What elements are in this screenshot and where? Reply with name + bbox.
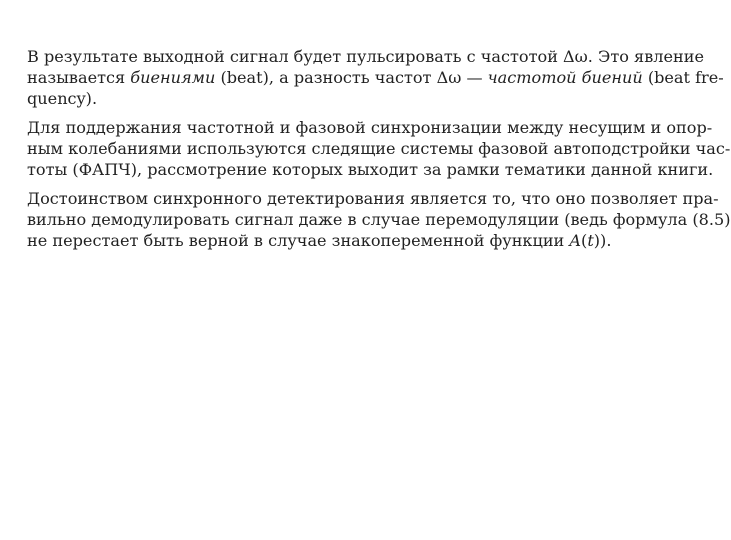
text-line: В результате выходной сигнал будет пульсировать с частотой Δω. Это явление — [27, 47, 704, 66]
text-line: Достоинством синхронного детектирования является то, что оно позволяет пра- — [27, 189, 719, 208]
paragraph-pll — [27, 117, 731, 180]
text-body — [27, 46, 731, 257]
italic-term: t — [587, 231, 594, 250]
text-line: вильно демодулировать сигнал даже в случае перемодуляции (ведь формула (8.5) — [27, 210, 731, 229]
italic-term: A — [569, 231, 582, 250]
paragraph-beats — [27, 46, 724, 109]
paragraph-sync-detection — [27, 188, 731, 251]
text-line: называется биениями (beat), а разность частот Δω — частотой биений (beat fre- — [27, 68, 724, 87]
text-line: quency). — [27, 89, 98, 108]
italic-term: биениями — [130, 68, 216, 87]
text-line: не перестает быть верной в случае знакопеременной функции A(t)). — [27, 231, 612, 250]
italic-term: частотой биений — [487, 68, 643, 87]
text-line: Для поддержания частотной и фазовой синхронизации между несущим и опор- — [27, 118, 713, 137]
text-line: тоты (ФАПЧ), рассмотрение которых выходит за рамки тематики данной книги. — [27, 160, 714, 179]
text-line: ным колебаниями используются следящие системы фазовой автоподстройки час- — [27, 139, 731, 158]
